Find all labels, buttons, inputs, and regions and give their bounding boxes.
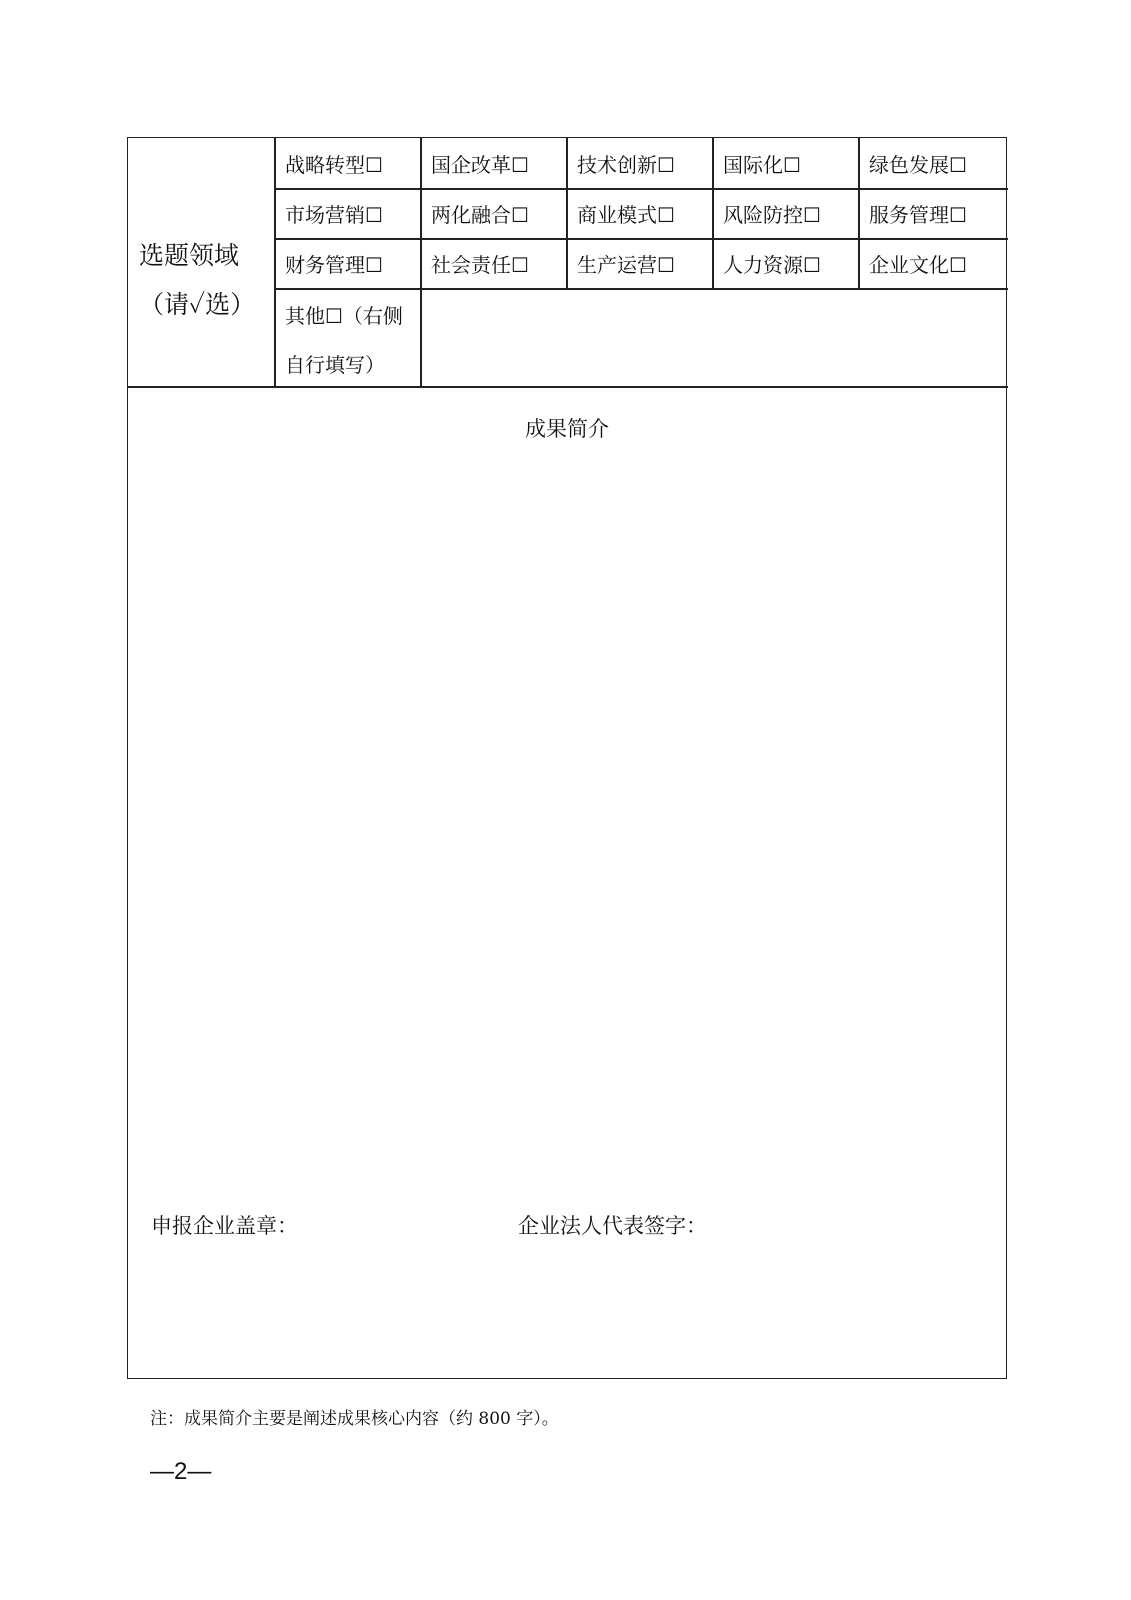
option-other[interactable]: 其他☐（右侧 (285, 304, 403, 328)
application-form (127, 137, 1007, 1379)
divider (128, 386, 1008, 388)
option-human-resources[interactable]: 人力资源☐ (723, 253, 821, 277)
topic-area-label (139, 232, 255, 330)
option-production[interactable]: 生产运营☐ (577, 253, 675, 277)
topic-label: 选题领域 (139, 241, 240, 270)
option-green-development[interactable]: 绿色发展☐ (869, 153, 967, 177)
option-other-note: 自行填写） (285, 353, 385, 377)
option-service-management[interactable]: 服务管理☐ (869, 203, 967, 227)
seal-label: 申报企业盖章： (151, 1214, 298, 1238)
option-business-model[interactable]: 商业模式☐ (577, 203, 675, 227)
divider (566, 138, 568, 288)
option-soe-reform[interactable]: 国企改革☐ (431, 153, 529, 177)
signature-label: 企业法人代表签字： (518, 1214, 707, 1238)
option-social-responsibility[interactable]: 社会责任☐ (431, 253, 529, 277)
option-tech-innovation[interactable]: 技术创新☐ (577, 153, 675, 177)
option-marketing[interactable]: 市场营销☐ (285, 203, 383, 227)
option-corporate-culture[interactable]: 企业文化☐ (869, 253, 967, 277)
divider (712, 138, 714, 288)
divider (274, 238, 1008, 240)
other-fill-field[interactable] (422, 290, 1006, 384)
page-number: —2— (150, 1458, 212, 1485)
option-integration[interactable]: 两化融合☐ (431, 203, 529, 227)
summary-field[interactable] (130, 448, 1006, 1188)
option-risk-control[interactable]: 风险防控☐ (723, 203, 821, 227)
topic-hint: （请✓选） (139, 289, 256, 319)
divider (858, 138, 860, 288)
option-finance[interactable]: 财务管理☐ (285, 253, 383, 277)
summary-title: 成果简介 (525, 417, 609, 441)
divider (274, 188, 1008, 190)
divider (274, 138, 276, 386)
option-internationalization[interactable]: 国际化☐ (723, 153, 801, 177)
option-strategy[interactable]: 战略转型☐ (285, 153, 383, 177)
footnote: 注：成果简介主要是阐述成果核心内容（约 800 字）。 (150, 1409, 559, 1429)
